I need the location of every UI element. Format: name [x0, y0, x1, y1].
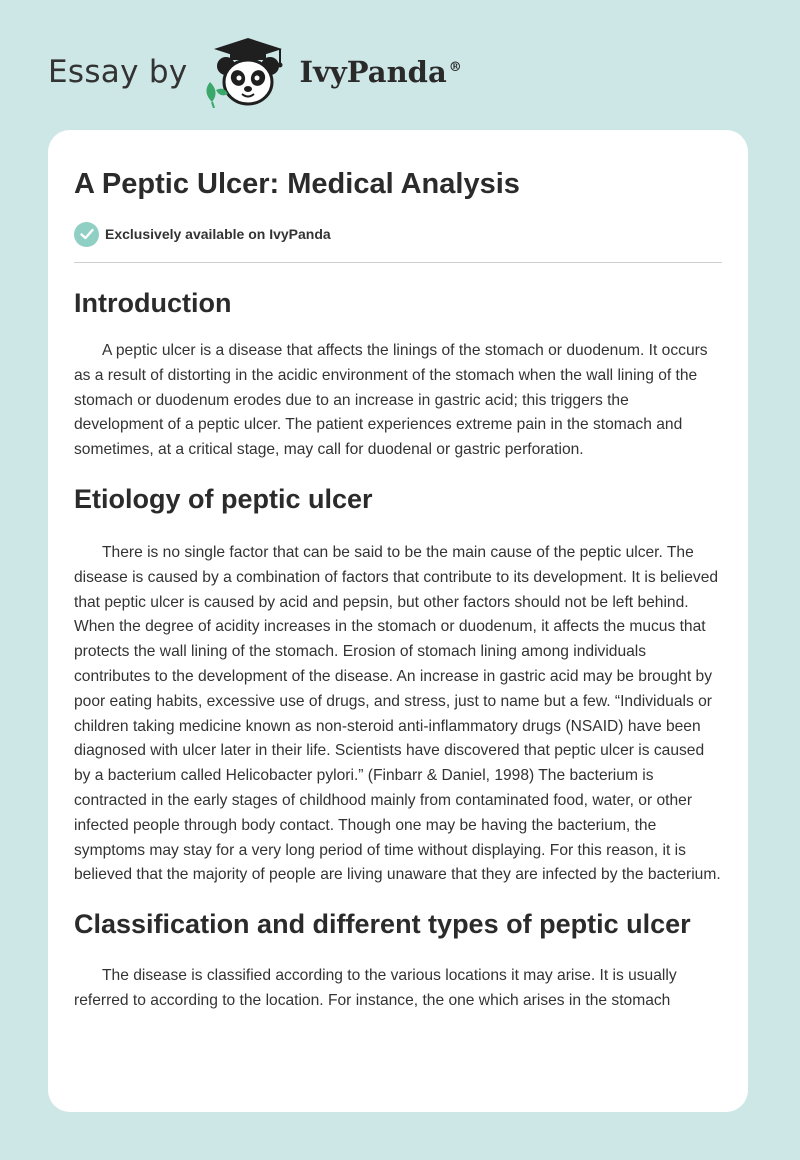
exclusive-badge-label: Exclusively available on IvyPanda [105, 226, 331, 242]
section-paragraph-etiology: There is no single factor that can be said to be the main cause of the peptic ulcer. The disease is caused by a combination of factors that contribute to its development. It is believed that peptic ulcer is caused by acid and pepsin, but other factors should not be left behind. When the degree of acidity increases in the stomach or duodenum, it affects the mucus that protects the wall lining of the stomach. Erosion of stomach lining among individuals contributes to the development of the disease. An increase in gastric acid may be brought by poor eating habits, excessive use of drugs, and stress, just to name but a few. “Individuals or children taking medicine known as non-steroid anti-inflammatory drugs (NSAID) have been diagnosed with ulcer later in their life. Scientists have discovered that peptic ulcer is caused by a bacterium called Helicobacter pylori.” (Finbarr & Daniel, 1998) The bacterium is contracted in the early stages of childhood mainly from contaminated food, water, or other infected people through body contact. Though one may be having the bacterium, the symptoms may stay for a very long period of time without displaying. For this reason, it is believed that the majority of people are living unaware that they are infected by the bacterium. [74, 543, 721, 884]
essay-title: A Peptic Ulcer: Medical Analysis [74, 168, 520, 200]
divider [74, 262, 722, 263]
section-heading-introduction: Introduction [74, 288, 232, 318]
site-header [48, 36, 462, 108]
section-paragraph-introduction: A peptic ulcer is a disease that affects the linings of the stomach or duodenum. It occurs as a result of distorting in the acidic environment of the stomach when the wall lining of the stomach or duodenum erodes due to an increase in gastric acid; this triggers the development of a peptic ulcer. The patient experiences extreme pain in the stomach and sometimes, at a critical stage, may call for duodenal or gastric perforation. [74, 342, 708, 459]
exclusive-badge [74, 220, 722, 248]
section-heading-classification: Classification and different types of peptic ulcer [74, 909, 691, 940]
essay-card [48, 130, 748, 1112]
panda-logo-icon [202, 36, 294, 108]
essay-by-label: Essay by [48, 54, 188, 90]
check-icon [74, 222, 99, 247]
section-paragraph-classification: The disease is classified according to the various locations it may arise. It is usually referred to according to the location. For instance, the one which arises in the stomach [74, 967, 677, 1009]
brand-name: IvyPanda ® [299, 55, 462, 89]
section-heading-etiology: Etiology of peptic ulcer [74, 483, 373, 514]
registered-mark: ® [448, 60, 462, 76]
